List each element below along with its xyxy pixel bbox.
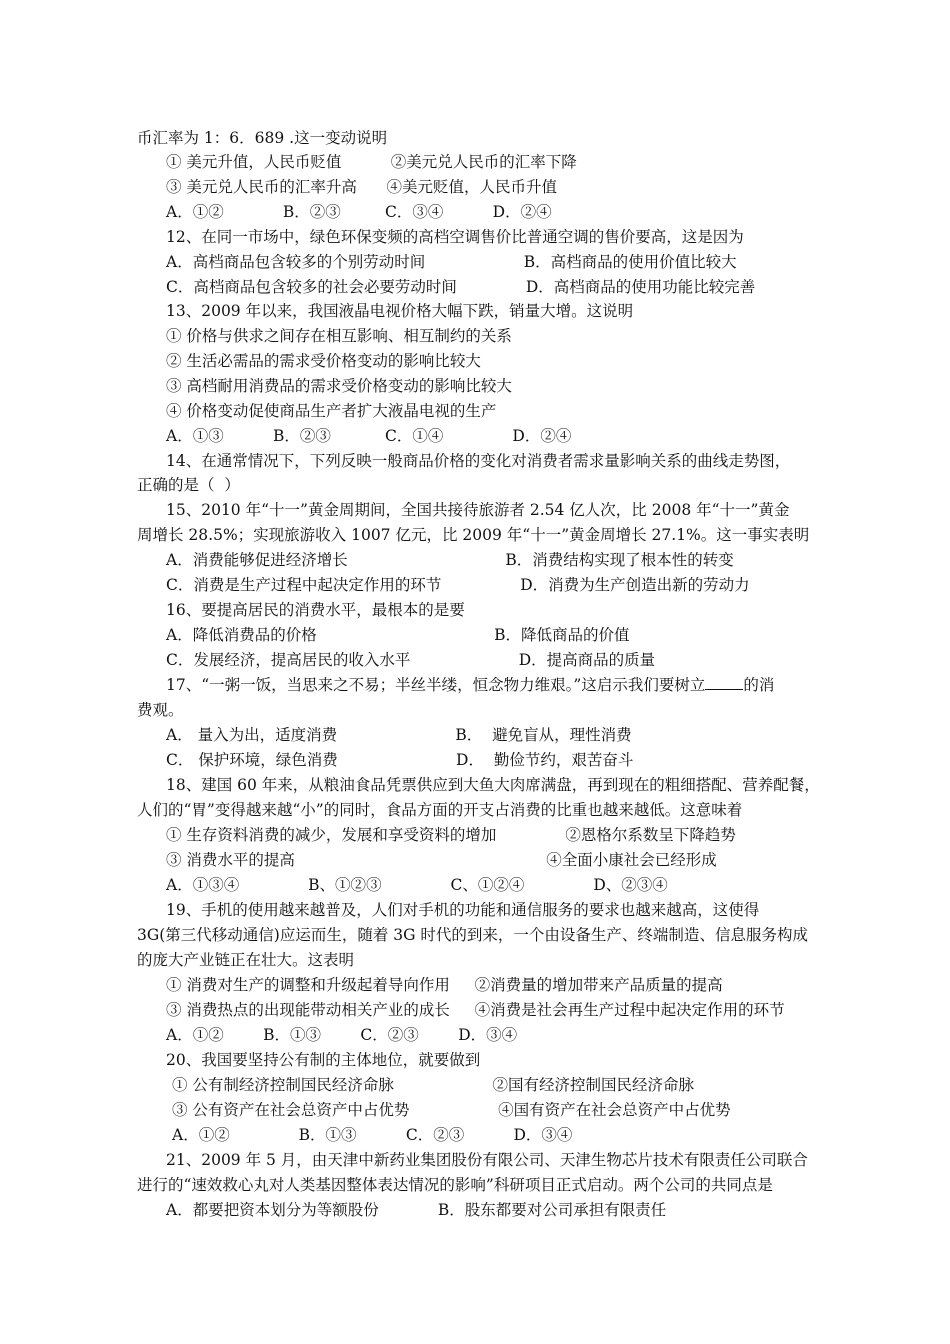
option-line: ① 美元升值，人民币贬值 ②美元兑人民币的汇率下降 — [166, 153, 577, 171]
option-line: ③ 消费水平的提高 ④全面小康社会已经形成 — [166, 851, 717, 869]
option-line: C．发展经济，提高居民的收入水平 D．提高商品的质量 — [166, 651, 656, 669]
question-19: 19、手机的使用越来越普及，人们对手机的功能和通信服务的要求也越来越高，这使得 — [166, 901, 760, 919]
option-line: ③ 公有资产在社会总资产中占优势 ④国有资产在社会总资产中占优势 — [172, 1101, 731, 1119]
option-line: A．消费能够促进经济增长 B．消费结构实现了根本性的转变 — [166, 551, 734, 569]
answer-choices: A．①② B．①③ C．②③ D．③④ — [172, 1126, 573, 1144]
option-line: A． 量入为出，适度消费 B． 避免盲从，理性消费 — [166, 726, 632, 744]
option-line: ③ 消费热点的出现能带动相关产业的成长 ④消费是社会再生产过程中起决定作用的环节 — [166, 1001, 785, 1019]
question-16: 16、要提高居民的消费水平，最根本的是要 — [166, 601, 465, 619]
text-line: 3G(第三代移动通信)应运而生，随着 3G 时代的到来，一个由设备生产、终端制造、信息服务构成 — [137, 926, 808, 944]
option-line: A．都要把资本划分为等额股份 B．股东都要对公司承担有限责任 — [166, 1201, 667, 1219]
answer-choices: A．①③④ B、①②③ C、①②④ D、②③④ — [166, 876, 668, 894]
option-line: ① 生存资料消费的减少，发展和享受资料的增加 ②恩格尔系数呈下降趋势 — [166, 826, 736, 844]
option-line: ② 生活必需品的需求受价格变动的影响比较大 — [166, 352, 481, 370]
answer-choices: A．①② B．①③ C．②③ D．③④ — [166, 1026, 518, 1044]
option-line: A．高档商品包含较多的个别劳动时间 B．高档商品的使用价值比较大 — [166, 253, 737, 271]
question-17-tail: 的消 — [743, 676, 775, 694]
option-line: ① 公有制经济控制国民经济命脉 ②国有经济控制国民经济命脉 — [172, 1076, 694, 1094]
text-line: 正确的是（ ） — [137, 476, 240, 494]
question-17 — [166, 675, 774, 695]
question-17-text: 17、“一粥一饭，当思来之不易；半丝半缕，恒念物力维艰。”这启示我们要树立 — [166, 676, 706, 694]
question-13: 13、2009 年以来，我国液晶电视价格大幅下跌，销量大增。这说明 — [166, 302, 634, 320]
text-line: 币汇率为 1：6．689 .这一变动说明 — [137, 129, 388, 147]
option-line: ① 价格与供求之间存在相互影响、相互制约的关系 — [166, 327, 512, 345]
option-line: C．高档商品包含较多的社会必要劳动时间 D．高档商品的使用功能比较完善 — [166, 278, 756, 296]
option-line: A．降低消费品的价格 B．降低商品的价值 — [166, 626, 630, 644]
question-20: 20、我国要坚持公有制的主体地位，就要做到 — [166, 1051, 481, 1069]
text-line: 周增长 28.5%；实现旅游收入 1007 亿元，比 2009 年“十一”黄金周增长 27.1%。这一事实表明 — [137, 526, 810, 544]
fill-blank — [705, 675, 743, 690]
text-line: 进行的“速效救心丸对人类基因整体表达情况的影响”科研项目正式启动。两个公司的共同点是 — [137, 1176, 773, 1194]
answer-choices: A．①③ B．②③ C．①④ D．②④ — [166, 427, 572, 445]
option-line: C．消费是生产过程中起决定作用的环节 D．消费为生产创造出新的劳动力 — [166, 576, 750, 594]
text-line: 人们的“胃”变得越来越“小”的同时，食品方面的开支占消费的比重也越来越低。这意味着 — [137, 801, 743, 819]
text-line: 费观。 — [137, 701, 184, 719]
option-line: ③ 美元兑人民币的汇率升高 ④美元贬值，人民币升值 — [166, 178, 557, 196]
answer-choices: A．①② B．②③ C．③④ D．②④ — [166, 203, 552, 221]
question-18: 18、建国 60 年来，从粮油食品凭票供应到大鱼大肉席满盘，再到现在的粗细搭配、营养配餐， — [166, 776, 820, 794]
question-12: 12、在同一市场中，绿色环保变频的高档空调售价比普通空调的售价要高，这是因为 — [166, 228, 744, 246]
option-line: ③ 高档耐用消费品的需求受价格变动的影响比较大 — [166, 377, 512, 395]
question-15: 15、2010 年“十一”黄金周期间，全国共接待旅游者 2.54 亿人次，比 2008 年“十一”黄金 — [166, 501, 790, 519]
option-line: C． 保护环境，绿色消费 D． 勤俭节约，艰苦奋斗 — [166, 751, 634, 769]
option-line: ④ 价格变动促使商品生产者扩大液晶电视的生产 — [166, 402, 497, 420]
text-line: 的庞大产业链正在壮大。这表明 — [137, 951, 355, 969]
option-line: ① 消费对生产的调整和升级起着导向作用 ②消费量的增加带来产品质量的提高 — [166, 976, 723, 994]
question-14: 14、在通常情况下，下列反映一般商品价格的变化对消费者需求量影响关系的曲线走势图， — [166, 452, 791, 470]
question-21: 21、2009 年 5 月，由天津中新药业集团股份有限公司、天津生物芯片技术有限责任公司联合 — [166, 1151, 808, 1169]
